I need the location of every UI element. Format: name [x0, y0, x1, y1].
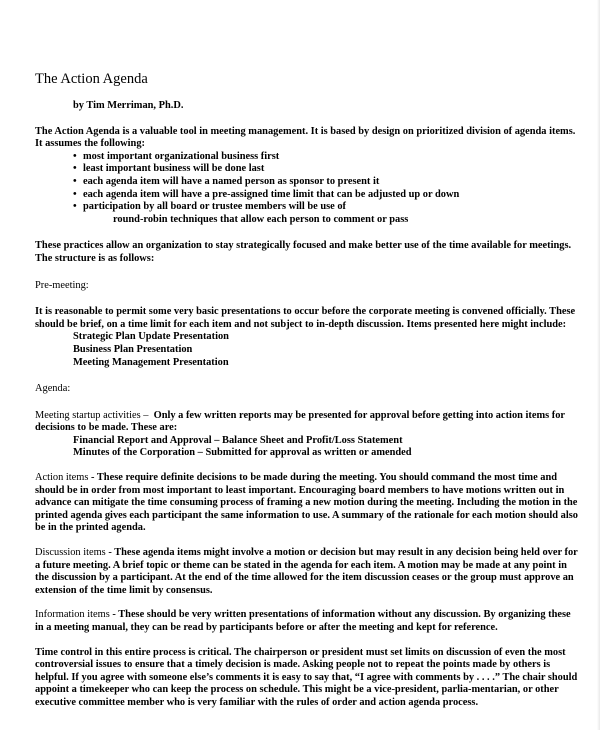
startup-paragraph	[35, 410, 580, 435]
list-item: • most important organizational business first	[73, 151, 580, 164]
assumptions-list	[35, 151, 580, 227]
list-item: Strategic Plan Update Presentation	[73, 331, 229, 343]
discussion-items-text: - These agenda items might involve a motion or decision but may result in any decision being held over for a future meeting. A brief topic or theme can be stated in the agenda for each item. A motion may be made at any point in the discussion by a participant. At the end of the time allowed for the item discussion ceases or the group must approve an extension of the time limit by consensus.	[35, 547, 578, 596]
information-items-label: Information items	[35, 609, 110, 621]
discussion-items-label: Discussion items	[35, 547, 106, 559]
startup-text: Only a few written reports may be presented for approval before getting into action items for decisions to be made. These are:	[35, 409, 565, 434]
intro-paragraph: The Action Agenda is a valuable tool in meeting management. It is based by design on prioritized division of agenda items. It assumes the following:	[35, 125, 576, 150]
list-item-continuation: round-robin techniques that allow each person to comment or pass	[113, 213, 409, 225]
author-line: by Tim Merriman, Ph.D.	[73, 100, 184, 111]
list-item: • least important business will be done last	[73, 163, 580, 176]
presentation-list	[73, 331, 580, 369]
document-body	[35, 71, 580, 710]
list-item: Meeting Management Presentation	[73, 356, 229, 368]
practices-paragraph: These practices allow an organization to stay strategically focused and make better use of the time available for meetings. The structure is as follows:	[35, 240, 572, 264]
time-control-paragraph: Time control in this entire process is critical. The chairperson or president must set limits on discussion of even the most controversial issues to ensure that a timely decision is made. Asking people not to repeat the points made by others is helpful. If you agree with someone else’s comments it is easy to say that, “I agree with comments by . . . .” The chair should appoint a timekeeper who can keep the process on schedule. This might be a vice-president, parlia-mentarian, or other executive committee member who is very familiar with the rules of order and action agenda process.	[35, 646, 578, 708]
list-item: • each agenda item will have a named person as sponsor to present it	[73, 176, 580, 189]
reports-list	[73, 435, 580, 460]
action-items-text: - These require definite decisions to be made during the meeting. You should command the most time and should be in order from most important to least important. Encouraging board members to have motions written out in advance can mitigate the time consuming process of framing a new motion during the meeting. Including the motion in the printed agenda gives each participant the same information to use. A summary of the rationale for each motion should also be in the printed agenda.	[35, 472, 578, 534]
premeeting-heading: Pre-meeting:	[35, 279, 89, 291]
premeeting-paragraph: It is reasonable to permit some very basic presentations to occur before the corporate meeting is convened officially. These should be brief, on a time limit for each item and not subject to in-depth discussion. Items presented here might include:	[35, 306, 576, 330]
information-items-text: - These should be very written presentations of information without any discussion. By organizing these in a meeting manual, they can be read by participants before or after the meeting and kept for reference.	[35, 609, 571, 633]
list-item: • each agenda item will have a pre-assigned time limit that can be adjusted up or down	[73, 189, 580, 202]
action-items-paragraph	[35, 472, 580, 535]
action-items-label: Action items	[35, 472, 89, 484]
startup-label: Meeting startup activities –	[35, 409, 149, 421]
list-item: Minutes of the Corporation – Submitted for approval as written or amended	[73, 447, 412, 459]
information-items-paragraph	[35, 609, 580, 634]
list-item: • participation by all board or trustee members will be use of round-robin techniques that allow each person to comment or pass	[73, 201, 580, 226]
discussion-items-paragraph	[35, 547, 580, 597]
document-title: The Action Agenda	[35, 71, 148, 87]
list-item: Business Plan Presentation	[73, 343, 193, 355]
agenda-heading: Agenda:	[35, 383, 71, 395]
list-item: Financial Report and Approval – Balance Sheet and Profit/Loss Statement	[73, 434, 403, 446]
